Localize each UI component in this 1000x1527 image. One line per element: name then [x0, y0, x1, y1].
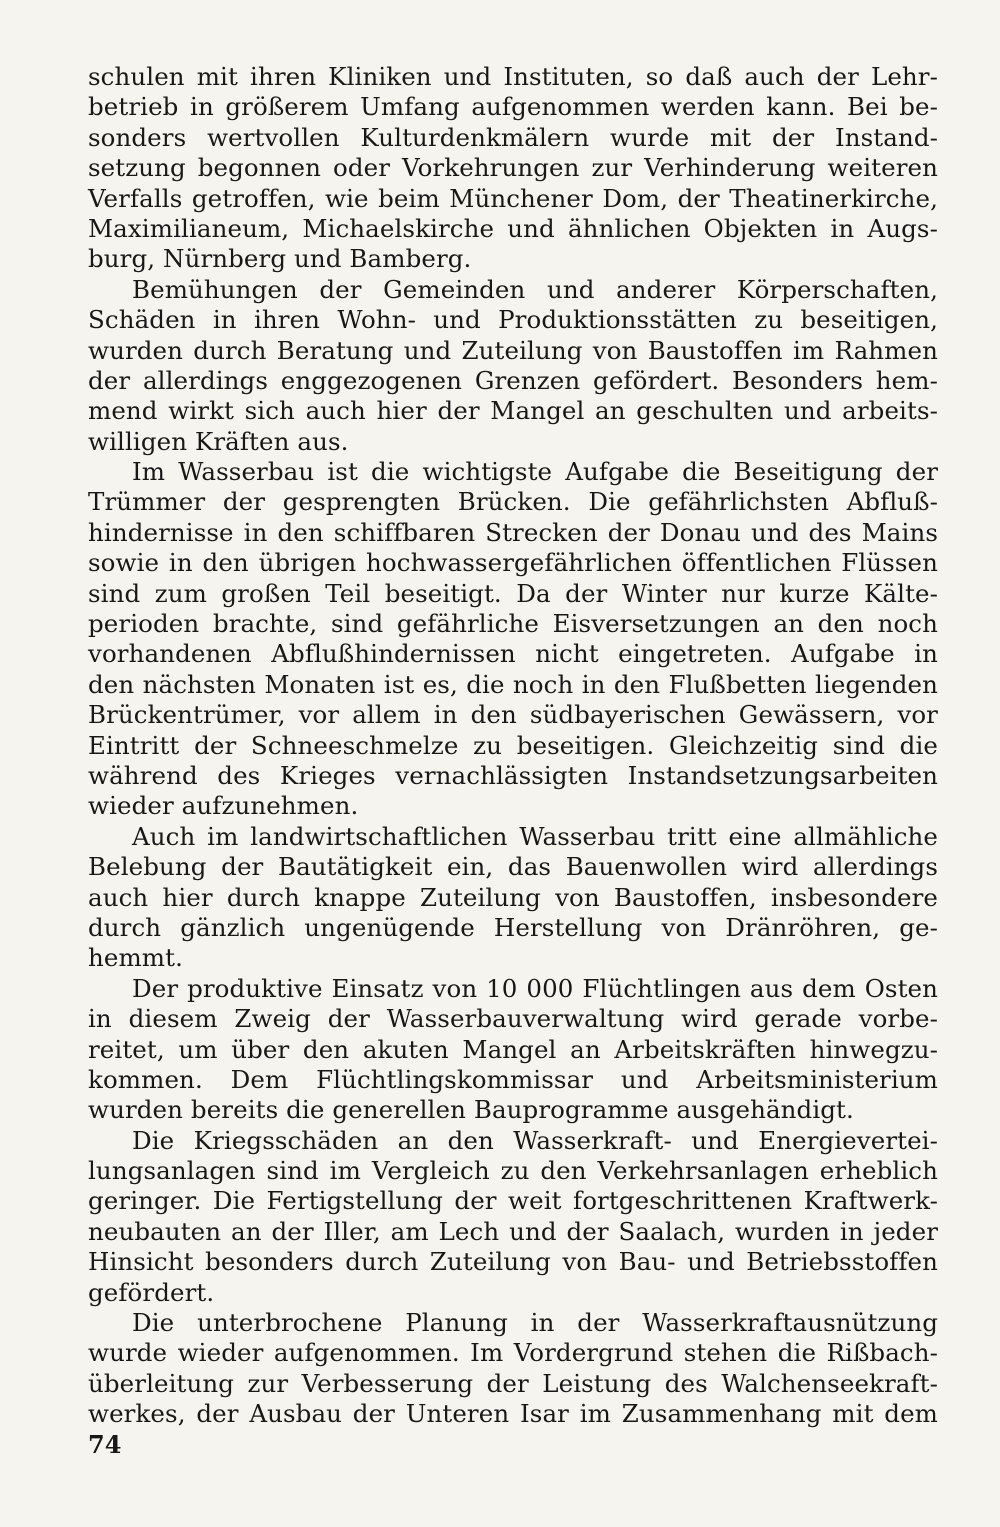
text-line: schulen mit ihren Kliniken und Instituten, so daß auch der Lehr-	[88, 62, 938, 91]
text-line: lungsanlagen sind im Vergleich zu den Verkehrsanlagen erheblich	[88, 1156, 938, 1186]
text-line: Schäden in ihren Wohn- und Produktionsstätten zu beseitigen,	[88, 305, 938, 335]
text-line: Der produktive Einsatz von 10 000 Flüchtlingen aus dem Osten	[132, 973, 938, 1003]
text-line: Die unterbrochene Planung in der Wasserkraftausnützung	[132, 1308, 938, 1338]
text-line: in diesem Zweig der Wasserbauverwaltung wird gerade vorbe-	[88, 1004, 938, 1034]
text-line: wurden durch Beratung und Zuteilung von Baustoffen im Rahmen	[88, 335, 938, 365]
body-text	[88, 62, 938, 1430]
text-line: betrieb in größerem Umfang aufgenommen werden kann. Bei be-	[88, 92, 938, 122]
text-line: wieder aufzunehmen.	[88, 791, 359, 821]
text-line: während des Krieges vernachlässigten Instandsetzungsarbeiten	[88, 760, 938, 790]
text-line: Maximilianeum, Michaelskirche und ähnlichen Objekten in Augs-	[88, 213, 938, 243]
text-line: Eintritt der Schneeschmelze zu beseitigen. Gleichzeitig sind die	[88, 730, 938, 760]
text-line: Im Wasserbau ist die wichtigste Aufgabe die Beseitigung der	[132, 457, 938, 487]
text-line: Auch im landwirtschaftlichen Wasserbau tritt eine allmähliche	[132, 821, 938, 851]
text-line: willigen Kräften aus.	[88, 426, 349, 456]
text-line: gefördert.	[88, 1277, 215, 1307]
text-line: Hinsicht besonders durch Zuteilung von Bau- und Betriebsstoffen	[88, 1247, 938, 1277]
text-line: Belebung der Bautätigkeit ein, das Bauenwollen wird allerdings	[88, 852, 938, 882]
text-line: auch hier durch knappe Zuteilung von Baustoffen, insbesondere	[88, 882, 938, 912]
text-line: durch gänzlich ungenügende Herstellung von Dränröhren, ge-	[88, 912, 938, 942]
text-line: Brückentrümer, vor allem in den südbayerischen Gewässern, vor	[88, 700, 938, 730]
page-number: 74	[88, 1430, 122, 1459]
text-line: sowie in den übrigen hochwassergefährlichen öffentlichen Flüssen	[88, 548, 938, 578]
text-line: wurden bereits die generellen Bauprogramme ausgehändigt.	[88, 1095, 854, 1125]
text-line: Die Kriegsschäden an den Wasserkraft- und Energievertei-	[132, 1125, 938, 1155]
text-line: perioden brachte, sind gefährliche Eisversetzungen an den noch	[88, 609, 938, 639]
text-line: wurde wieder aufgenommen. Im Vordergrund stehen die Rißbach-	[88, 1338, 938, 1368]
text-line: vorhandenen Abflußhindernissen nicht eingetreten. Aufgabe in	[88, 639, 938, 669]
text-line: burg, Nürnberg und Bamberg.	[88, 244, 472, 274]
text-line: Trümmer der gesprengten Brücken. Die gefährlichsten Abfluß-	[88, 487, 938, 517]
text-line: hindernisse in den schiffbaren Strecken der Donau und des Mains	[88, 517, 938, 547]
text-line: Bemühungen der Gemeinden und anderer Körperschaften,	[132, 274, 938, 304]
text-line: überleitung zur Verbesserung der Leistung des Walchenseekraft-	[88, 1368, 938, 1398]
text-line: hemmt.	[88, 943, 183, 973]
text-line: neubauten an der Iller, am Lech und der Saalach, wurden in jeder	[88, 1216, 938, 1246]
text-line: geringer. Die Fertigstellung der weit fortgeschrittenen Kraftwerk-	[88, 1186, 938, 1216]
text-line: werkes, der Ausbau der Unteren Isar im Zusammenhang mit dem	[88, 1399, 938, 1429]
text-line: der allerdings enggezogenen Grenzen gefördert. Besonders hem-	[88, 365, 938, 395]
text-line: den nächsten Monaten ist es, die noch in den Flußbetten liegenden	[88, 669, 938, 699]
text-line: kommen. Dem Flüchtlingskommissar und Arbeitsministerium	[88, 1064, 938, 1094]
text-line: setzung begonnen oder Vorkehrungen zur Verhinderung weiteren	[88, 153, 938, 183]
text-line: reitet, um über den akuten Mangel an Arbeitskräften hinwegzu-	[88, 1034, 938, 1064]
text-line: sonders wertvollen Kulturdenkmälern wurde mit der Instand-	[88, 122, 938, 152]
text-line: Verfalls getroffen, wie beim Münchener Dom, der Theatinerkirche,	[88, 183, 938, 213]
text-line: mend wirkt sich auch hier der Mangel an geschulten und arbeits-	[88, 396, 938, 426]
text-line: sind zum großen Teil beseitigt. Da der Winter nur kurze Kälte-	[88, 578, 938, 608]
